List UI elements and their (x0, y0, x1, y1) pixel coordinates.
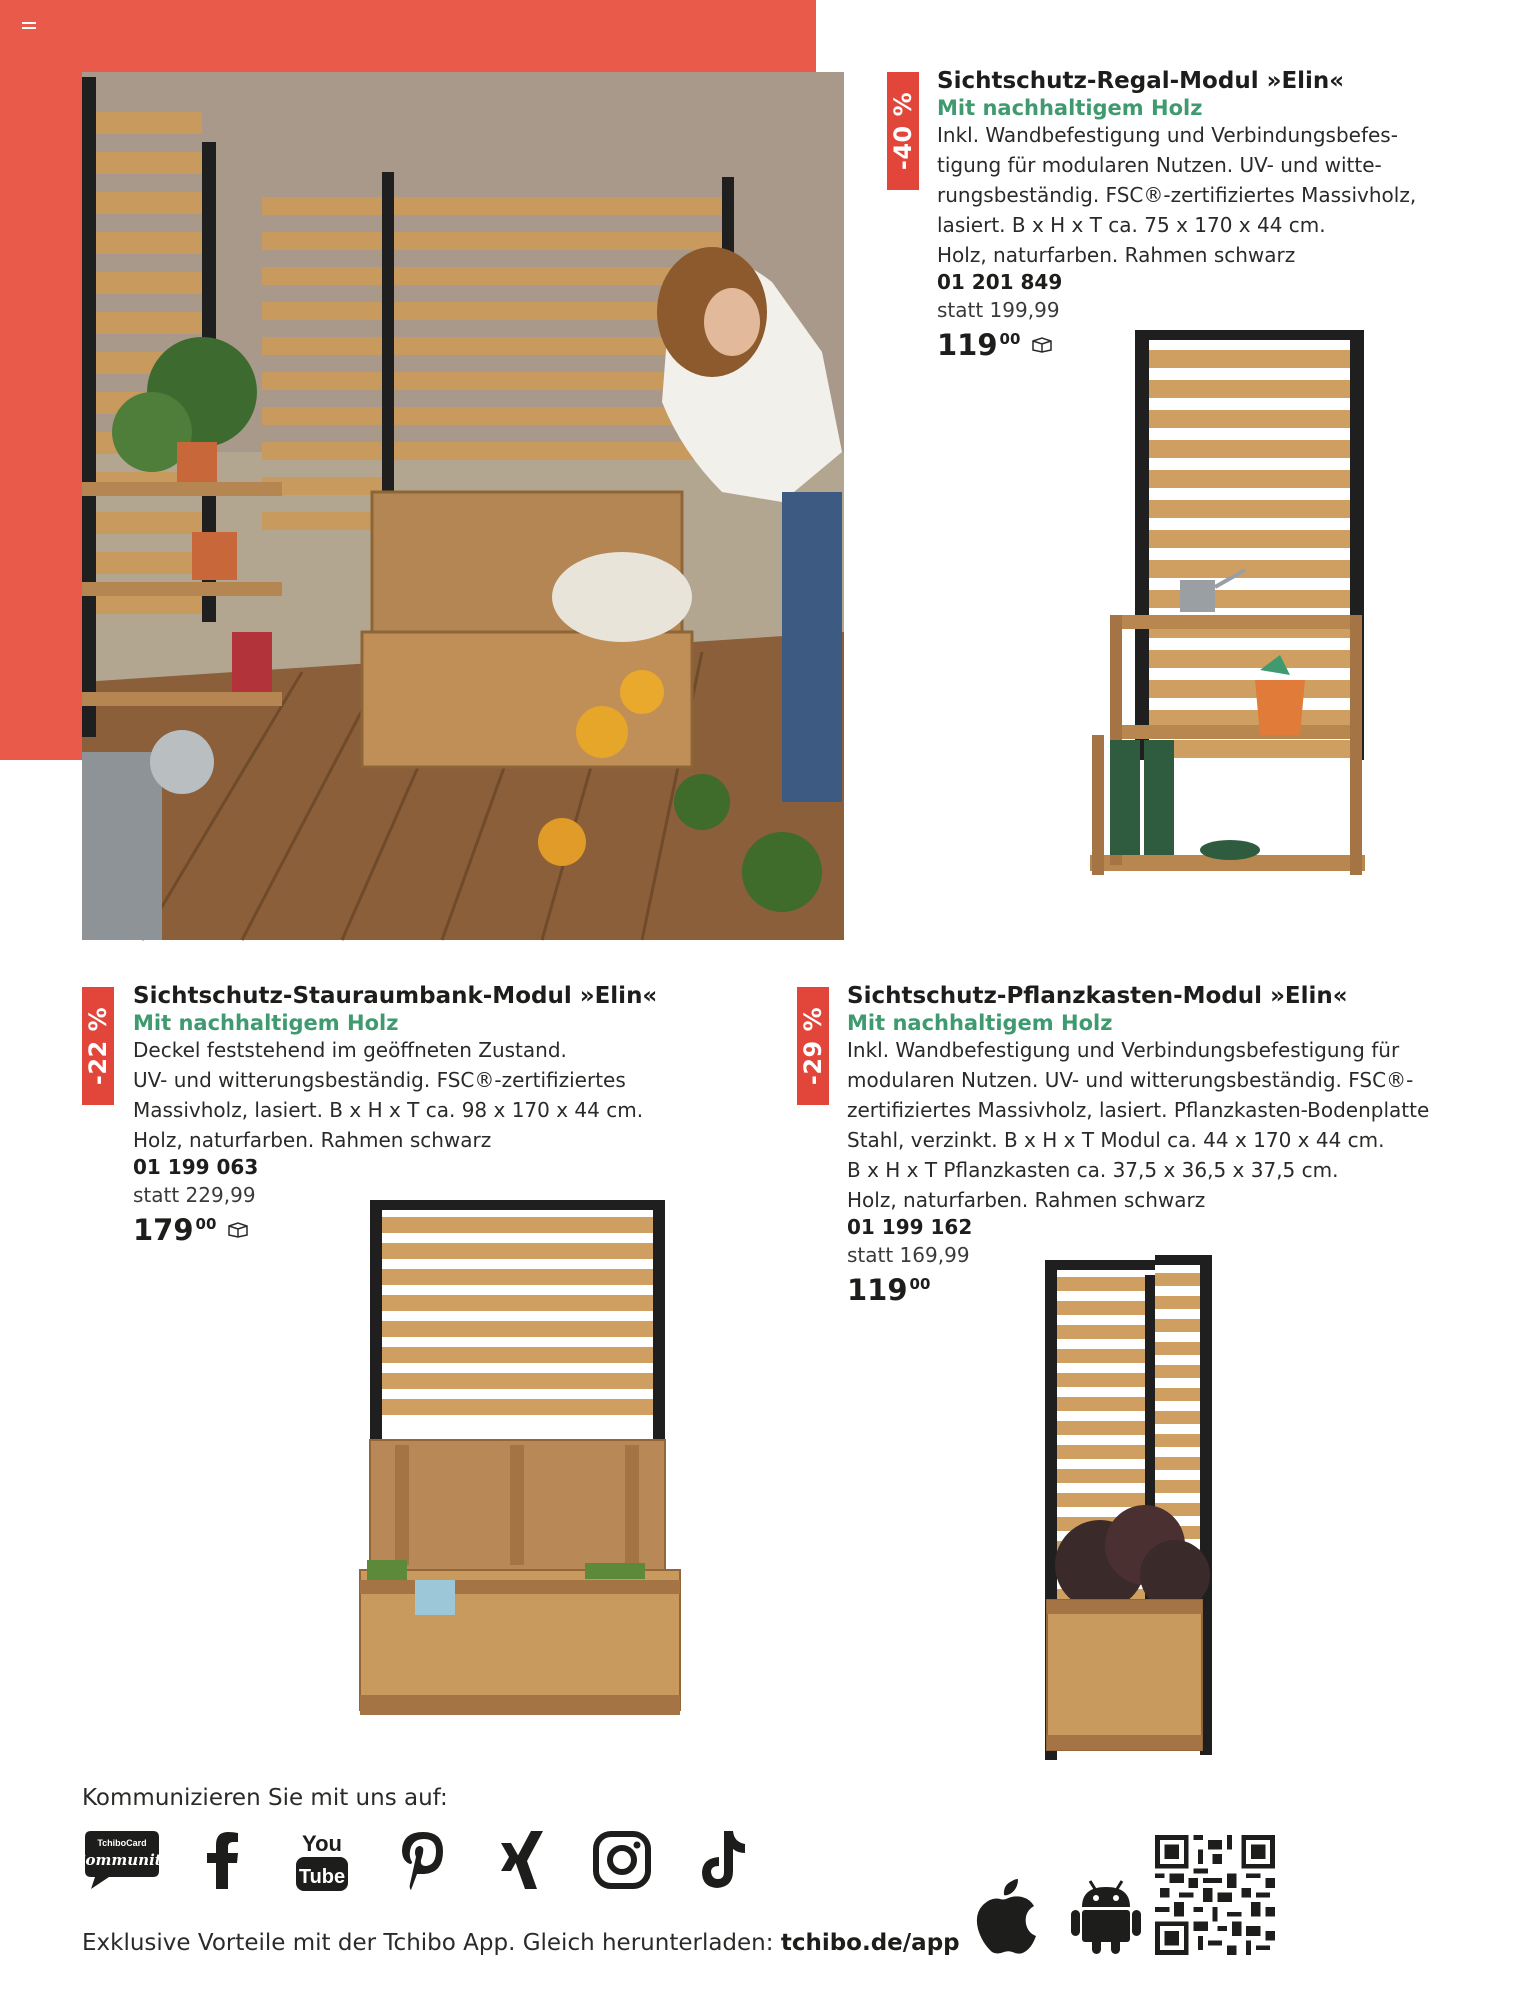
price: 179 00 (133, 1213, 693, 1247)
app-promo-line (82, 1930, 960, 1956)
product-subtitle: Mit nachhaltigem Holz (937, 96, 1203, 120)
qr-code[interactable] (1155, 1835, 1275, 1955)
social-links (73, 1825, 782, 1895)
community-label-top: TchiboCard (97, 1838, 147, 1848)
facebook-icon[interactable] (182, 1825, 262, 1895)
old-price: statt 169,99 (847, 1243, 970, 1267)
apple-icon[interactable] (972, 1875, 1040, 1955)
old-price: statt 199,99 (937, 298, 1060, 322)
lifestyle-photo (82, 72, 844, 940)
app-link[interactable]: tchibo.de/app (780, 1930, 960, 1956)
product-description: Inkl. Wandbefestigung und Verbindungsbefes- tigung für modularen Nutzen. UV- und witte- rungsbeständig. FSC®-zertifiziertes Massivholz, lasiert. B x H x T ca. 75 x 170 x 44 cm. Holz, naturfarben. Rahmen schwarz (937, 123, 1417, 267)
youtube-icon[interactable] (282, 1825, 362, 1895)
product-title: Sichtschutz-Stauraumbank-Modul »Elin« (133, 983, 658, 1009)
discount-badge: -29 % (797, 987, 829, 1105)
tchibocard-community-icon[interactable] (73, 1825, 171, 1895)
xing-icon[interactable] (482, 1825, 562, 1895)
product-image-pflanzkasten (1035, 1255, 1255, 1795)
instagram-icon[interactable] (582, 1825, 662, 1895)
youtube-label-bottom: Tube (298, 1866, 346, 1888)
old-price: statt 229,99 (133, 1183, 256, 1207)
pinterest-icon[interactable] (382, 1825, 462, 1895)
product-subtitle: Mit nachhaltigem Holz (847, 1011, 1113, 1035)
product-image-stauraumbank (355, 1195, 695, 1725)
discount-badge: -22 % (82, 987, 114, 1105)
community-label-bottom: Community (73, 1851, 171, 1869)
android-icon[interactable] (1070, 1875, 1142, 1955)
product-subtitle: Mit nachhaltigem Holz (133, 1011, 399, 1035)
product-description: Inkl. Wandbefestigung und Verbindungsbefestigung für modularen Nutzen. UV- und witterungsbeständig. FSC®- zertifiziertes Massivholz, lasiert. Pflanzkasten-Bodenplatte Stahl, verzinkt. B x H x T Modul ca. 44 x 170 x 44 cm. B x H x T Pflanzkasten ca. 37,5 x 36,5 x 37,5 cm. Holz, naturfarben. Rahmen schwarz (847, 1038, 1430, 1212)
tiktok-icon[interactable] (682, 1825, 762, 1895)
app-promo-text: Exklusive Vorteile mit der Tchibo App. Gleich herunterladen: (82, 1930, 781, 1956)
shipping-box-icon (1032, 337, 1052, 353)
price: 119 00 (937, 328, 1497, 362)
menu-icon[interactable] (22, 22, 36, 32)
article-number: 01 201 849 (937, 270, 1063, 294)
product-description: Deckel feststehend im geöffneten Zustand. UV- und witterungsbeständig. FSC®-zertifiziertes Massivholz, lasiert. B x H x T ca. 98 x 170 x 44 cm. Holz, naturfarben. Rahmen schwarz (133, 1038, 644, 1152)
article-number: 01 199 063 (133, 1155, 259, 1179)
product-title: Sichtschutz-Regal-Modul »Elin« (937, 68, 1345, 94)
product-info-regal (937, 68, 1497, 362)
product-image-regal (1080, 325, 1380, 915)
shipping-box-icon (228, 1222, 248, 1238)
youtube-label-top: You (302, 1831, 342, 1856)
article-number: 01 199 162 (847, 1215, 973, 1239)
price: 119 00 (847, 1273, 931, 1307)
social-heading: Kommunizieren Sie mit uns auf: (82, 1785, 448, 1811)
product-title: Sichtschutz-Pflanzkasten-Modul »Elin« (847, 983, 1348, 1009)
discount-badge: -40 % (887, 72, 919, 190)
